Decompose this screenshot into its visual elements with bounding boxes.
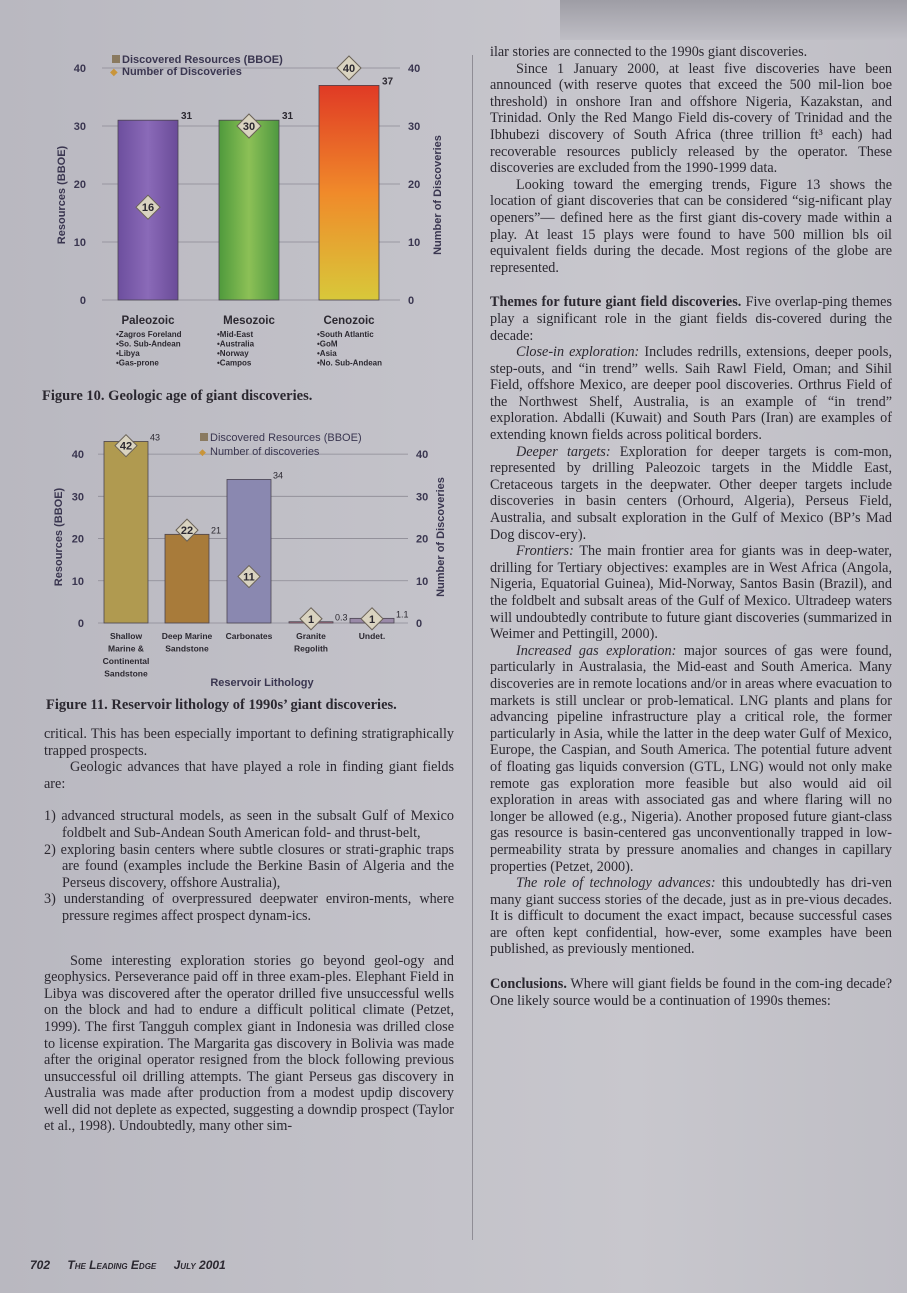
fig10-y2-tick: 20 <box>408 179 421 191</box>
fig10-category-label: Cenozoic <box>323 315 375 327</box>
fig10-sub-label: •Gas-prone <box>116 358 159 368</box>
deeper-text: Exploration for deeper targets is com-mon, represented by drilling Paleozoic targets in the Middle East, Cretaceous targets in the deepwater. Other deeper targets include discoveries in basin centers (Orhourd, Algeria), Perseus Field, Australia, and subsalt exploration in the Gulf of Mexico (BP’s Mad Dog discov-ery). <box>490 443 892 543</box>
fig10-y-tick: 20 <box>73 179 86 191</box>
themes-text: Five overlap-ping themes play a significant role in the giant fields dis-covered during the decade: <box>490 294 892 344</box>
right-text-column <box>490 44 892 1009</box>
fig11-bar <box>227 479 271 623</box>
fig11-category-label: Marine & <box>108 643 144 654</box>
close-in-paragraph <box>490 344 892 444</box>
close-in-text: Includes redrills, extensions, deeper pools, step-outs, and “in trend” wells. Saih Rawl Field, Oman; and Sihil Field, offshore Mexico, are deeper pool discoveries. Orthrus Field of the Northwest Shelf, Australia, is an example of “in trend” exploration. Abdalli (Kuwait) and South Pars (Iran) are examples of extending known fields across political borders. <box>490 344 892 444</box>
fig11-legend-count-symbol: ◆ <box>199 447 206 457</box>
fig10-legend-count: Number of Discoveries <box>122 66 242 78</box>
stories-paragraph: Some interesting exploration stories go beyond geol-ogy and geophysics. Perseverance paid off in three exam-ples. Elephant Field in Libya was discovered after the operator drilled five unsuccessful wells on the block and had to endure a difficult political climate (Petzet, 1999). The first Tangguh complex giant in Indonesia was drilled close to license expiration. The Margarita gas discovery in Bolivia was made after the original operator resigned from the block following previous unsuccessful oil drilling attempts. The giant Perseus gas discovery in Australia was made after production from a modest updip discovery well did not deplete as expected, suggesting a downdip prospect (Taylor et al., 1998). Undoubtedly, many other sim- <box>44 952 454 1135</box>
fig10-legend-count-symbol: ◆ <box>110 67 118 78</box>
fig11-bar-value: 21 <box>211 525 222 536</box>
fig10-sub-label: •Australia <box>217 339 255 349</box>
fig11-y2-tick: 30 <box>416 491 429 504</box>
fig10-count-label: 30 <box>242 121 256 133</box>
fig11-y2-tick: 20 <box>416 533 429 546</box>
fig11-count-label: 11 <box>243 571 255 584</box>
frontiers-heading: Frontiers: <box>516 543 574 560</box>
technology-heading: The role of technology advances: <box>516 875 716 892</box>
fig10-sub-label: •Zagros Foreland <box>116 330 182 339</box>
fig11-category-label: Deep Marine <box>161 631 213 641</box>
technology-paragraph <box>490 875 892 958</box>
fig10-sub-label: •South Atlantic <box>317 330 374 339</box>
gas-paragraph <box>490 643 892 875</box>
fig11-y-axis-label: Resources (BBOE) <box>53 487 65 587</box>
technology-text: this undoubtedly has dri-ven many giant success stories of the decade, just as in pre-vious decades. It is difficult to document the exact impact, because successful cases are often kept confidential, how-ever, some examples have been published, as previously mentioned. <box>490 875 892 958</box>
fig11-y-tick: 30 <box>71 491 84 504</box>
fig10-y-tick: 0 <box>79 295 86 307</box>
fig11-count-label: 1 <box>368 613 376 626</box>
fig10-sub-label: •Libya <box>116 349 140 358</box>
fig10-y2-tick: 10 <box>408 237 421 249</box>
journal-name: The Leading Edge <box>67 1258 157 1272</box>
advances-item: 1) advanced structural models, as seen in the subsalt Gulf of Mexico foldbelt and Sub-Andean South American fold- and thrust-belt, <box>44 808 454 841</box>
fig10-y-tick: 10 <box>73 237 86 249</box>
fig11-y2-tick: 10 <box>416 575 429 588</box>
figure-11-chart <box>40 425 470 695</box>
conclusions-heading: Conclusions. <box>490 976 567 993</box>
figure-10-caption: Figure 10. Geologic age of giant discoveries. <box>42 388 313 404</box>
fig11-category-label: Undet. <box>358 631 386 641</box>
right-p2: Since 1 January 2000, at least five discoveries have been announced (with reserve quotes that exceed the 500 mil-lion boe threshold) in onshore Iran and offshore Nigeria, Kazakstan, and Trinidad. Only the Red Mango Field dis-covery of Trinidad and the Ibhubezi discovery of South Africa (three trillion ft³ each) had recoverable resources publicly released by the operator. These discoveries are excluded from the 1990-1999 data. <box>490 60 892 177</box>
fig11-category-label: Shallow <box>109 631 143 641</box>
fig10-bar <box>219 120 279 300</box>
fig10-category-label: Paleozoic <box>121 315 175 327</box>
left-text-column <box>44 726 454 1135</box>
fig10-bar-value: 37 <box>382 76 394 88</box>
fig11-category-label: Continental <box>102 656 150 666</box>
advances-item: 2) exploring basin centers where subtle closures or strati-graphic traps are found (examples include the Berkine Basin of Algeria and the Perseus discovery, offshore Australia), <box>44 841 454 891</box>
right-p1: ilar stories are connected to the 1990s giant discoveries. <box>490 44 808 60</box>
advances-list <box>44 808 454 924</box>
fig10-sub-label: •Campos <box>217 358 252 368</box>
fig11-x-axis-label: Reservoir Lithology <box>210 677 314 689</box>
fig10-sub-label: •No. Sub-Andean <box>317 358 383 368</box>
fig11-y2-axis-label: Number of Discoveries <box>435 477 447 597</box>
fig10-y2-tick: 0 <box>408 295 415 307</box>
fig10-legend-resources-swatch <box>112 55 120 63</box>
fig11-category-label: Regolith <box>294 643 328 654</box>
fig10-y-axis-label: Resources (BBOE) <box>56 145 68 245</box>
page-footer <box>30 1258 240 1272</box>
fig11-bar-value: 34 <box>273 470 284 481</box>
fig11-y-tick: 0 <box>77 618 84 630</box>
column-divider <box>472 55 473 1240</box>
conclusions-paragraph <box>490 976 892 1009</box>
fig11-legend-resources: Discovered Resources (BBOE) <box>210 432 362 444</box>
fig11-count-label: 42 <box>119 440 133 453</box>
fig10-sub-label: •So. Sub-Andean <box>116 339 181 349</box>
top-shadow-band <box>560 0 907 40</box>
advances-item: 3) understanding of overpressured deepwater environ-ments, where pressure regimes affect prospect dynam-ics. <box>44 891 454 924</box>
fig11-bar <box>104 441 148 623</box>
fig10-sub-label: •Asia <box>317 349 337 358</box>
fig11-bar-value: 0.3 <box>335 612 348 623</box>
fig11-count-label: 22 <box>180 525 194 538</box>
fig11-category-label: Sandstone <box>104 668 148 679</box>
issue-date: July 2001 <box>173 1258 226 1272</box>
fig10-y-tick: 30 <box>73 121 86 133</box>
fig10-y-tick: 40 <box>73 63 86 75</box>
left-intro-paragraph: critical. This has been especially important to defining stratigraphically trapped prospects. <box>44 726 454 759</box>
gas-text: major sources of gas were found, particularly in Australasia, the Mid-east and South America. Many discoveries are in remote locations and/or in areas where evacuation to markets is still unclear or prob-lematical. LNG plants and plans for advancing pipeline infrastructure play a critical role, the former particularly in Asia, while the latter in the deep water Gulf of Mexico, Europe, the Caspian, and South America. The potential future advent of floating gas liquids conversion (GTL, LNG) would not only make remote gas exploration more feasible but also would aid oil exploration in areas with associated gas and where flaring will no longer be allowed (e.g., Nigeria). Another proposed future giant-class gas resource is basin-centered gas unconventionally trapped in low-permeability strata by pressure anomalies and changes in capillary properties (Petzet, 2000). <box>490 642 892 875</box>
fig10-sub-label: •GoM <box>317 339 338 349</box>
fig11-bar-value: 43 <box>150 432 161 443</box>
fig10-y2-axis-label: Number of Discoveries <box>432 135 444 255</box>
fig10-count-label: 16 <box>141 202 155 215</box>
fig10-sub-label: •Mid-East <box>217 330 254 339</box>
fig11-legend-count: Number of discoveries <box>210 446 320 458</box>
fig11-legend-resources-swatch <box>200 433 208 441</box>
deeper-heading: Deeper targets: <box>516 443 611 460</box>
fig11-y2-tick: 40 <box>416 449 429 462</box>
figure-10-chart <box>40 45 470 385</box>
fig11-category-label: Granite <box>296 631 326 641</box>
fig10-count-label: 40 <box>342 63 356 75</box>
conclusions-text: Where will giant fields be found in the com-ing decade? One likely source would be a continuation of 1990s themes: <box>490 976 892 1009</box>
fig11-count-label: 1 <box>307 613 315 626</box>
right-p3: Looking toward the emerging trends, Figure 13 shows the location of giant discoveries that can be considered “sig-nificant play openers”— defined here as the first giant dis-covery made within a play. At least 15 plays were found to have 500 million bls oil equivalent fields during the decade. Most regions of the globe are represented. <box>490 176 892 276</box>
themes-heading: Themes for future giant field discoveries. <box>490 294 742 311</box>
deeper-paragraph <box>490 444 892 544</box>
close-in-heading: Close-in exploration: <box>516 344 640 361</box>
fig10-category-label: Mesozoic <box>223 315 275 327</box>
gas-heading: Increased gas exploration: <box>516 642 677 659</box>
fig11-y2-tick: 0 <box>416 618 423 630</box>
fig10-y2-tick: 40 <box>408 63 421 75</box>
frontiers-text: The main frontier area for giants was in deep-water, drilling for Tertiary objectives: examples are in West Africa (Angola, Nigeria, Equatorial Guinea), Mid-Norway, Santos Basin (Brazil), and the foldbelt and subsalt areas of the Gulf of Mexico. Ultradeep waters will undoubtedly contribute to future giant discoveries (summarized in Weimer and Pettingill, 2000). <box>490 543 892 643</box>
fig11-y-tick: 10 <box>71 575 84 588</box>
page-number: 702 <box>30 1258 51 1272</box>
themes-paragraph <box>490 294 892 344</box>
fig10-y2-tick: 30 <box>408 121 421 133</box>
fig11-bar <box>165 534 209 623</box>
advances-intro: Geologic advances that have played a role in finding giant fields are: <box>44 759 454 792</box>
fig10-bar <box>319 85 379 300</box>
fig10-sub-label: •Norway <box>217 349 249 358</box>
fig10-legend-resources: Discovered Resources (BBOE) <box>122 54 283 66</box>
figure-11-caption: Figure 11. Reservoir lithology of 1990s’ giant discoveries. <box>46 697 397 713</box>
fig10-bar-value: 31 <box>282 111 294 123</box>
fig11-category-label: Carbonates <box>225 631 273 641</box>
frontiers-paragraph <box>490 543 892 643</box>
fig11-category-label: Sandstone <box>165 643 209 654</box>
fig10-bar-value: 31 <box>181 111 193 123</box>
fig11-bar-value: 1.1 <box>396 609 409 620</box>
fig11-y-tick: 20 <box>71 533 84 546</box>
fig11-y-tick: 40 <box>71 449 84 462</box>
